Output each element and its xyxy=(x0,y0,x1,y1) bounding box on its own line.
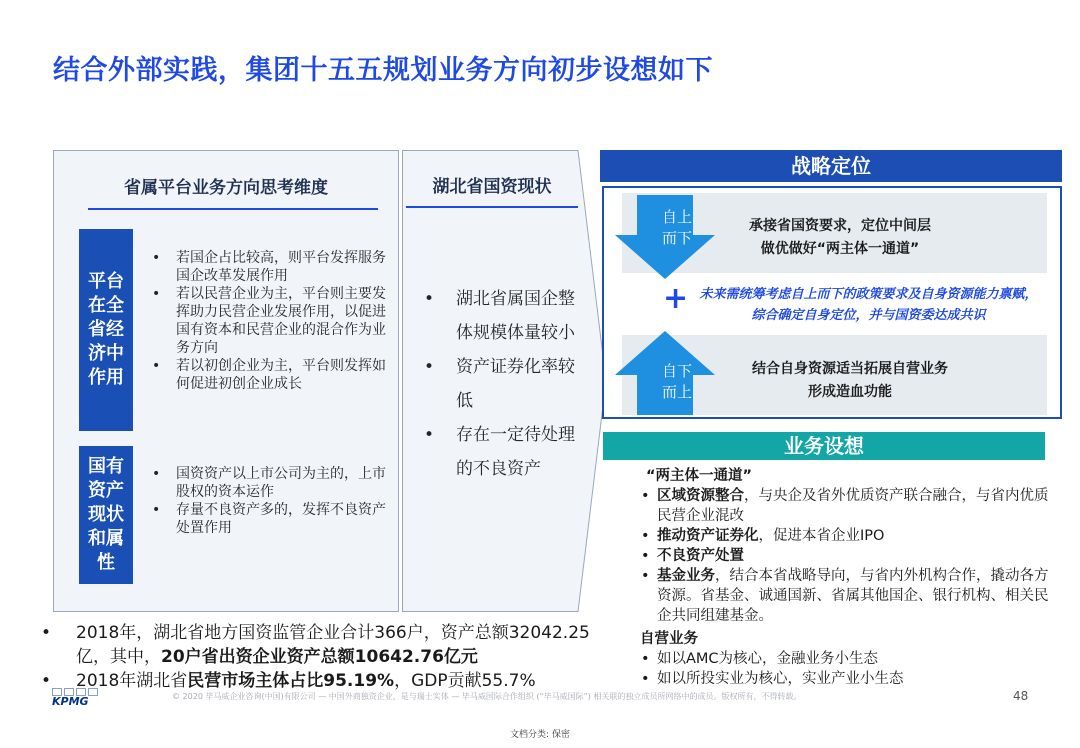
heading-underline xyxy=(88,208,378,210)
tag-line: 济中 xyxy=(88,343,124,364)
list-item xyxy=(40,669,620,693)
business-subheading: “两主体一通道” xyxy=(646,468,753,484)
arrow-label-line: 而上 xyxy=(661,383,692,401)
arrow-label-line: 自上 xyxy=(661,208,692,226)
item-text: ，促进本省企业IPO xyxy=(758,528,885,544)
fact-text: 2018年，湖北省地方国资监管企业合计366户，资产总额32042.25亿，其中， xyxy=(76,623,590,667)
kpmg-logo xyxy=(52,688,100,708)
self-business-heading: 自营业务 xyxy=(640,631,698,647)
copyright-notice: © 2020 毕马威企业咨询(中国)有限公司 — 中国外商独资企业，是与瑞士实体 — 毕马威国际合作组织 (“毕马威国际”) 相关联的独立成员所网络中的成员。版权所有，不得转载。 xyxy=(172,692,802,701)
tag-line: 现状 xyxy=(88,504,124,525)
self-business-list xyxy=(640,649,1060,689)
list-item xyxy=(40,621,620,669)
item-bold: 基金业务 xyxy=(657,568,715,584)
arrow-label-line: 自下 xyxy=(661,362,692,380)
list-item: • 资产证券化率较低 xyxy=(416,350,581,418)
fact-bold: 民营市场主体占比95.19% xyxy=(187,671,395,691)
hubei-status-list xyxy=(416,282,581,486)
text-line: 结合自身资源适当拓展自营业务 xyxy=(752,361,948,377)
hubei-status-heading: 湖北省国资现状 xyxy=(432,177,552,197)
tag-line: 资产 xyxy=(88,480,124,501)
list-item: • 若以民营企业为主，平台则主要发挥助力民营企业发展作用，以促进国有资本和民营企业的混合作为业务方向 xyxy=(144,285,389,357)
page-number: 48 xyxy=(1013,689,1029,703)
top-down-label xyxy=(647,207,707,249)
list-item: • 若以初创企业为主，平台则发挥如何促进初创企业成长 xyxy=(144,357,389,393)
list-item xyxy=(640,486,1060,526)
tag-line: 省经 xyxy=(88,319,124,340)
asset-status-list xyxy=(144,465,389,537)
item-bold: 推动资产证券化 xyxy=(657,528,759,544)
list-item xyxy=(640,546,1060,566)
list-item xyxy=(640,566,1060,626)
strategy-note: 未来需统筹考虑自上而下的政策要求及自身资源能力禀赋，综合确定自身定位，并与国资委达成共识 xyxy=(699,287,1038,323)
item-text: ，结合本省战略导向，与省内外机构合作，撬动各方资源。省基金、诚通国新、省属其他国企、银行机构、相关民企共同组建基金。 xyxy=(657,568,1049,624)
top-down-text xyxy=(720,215,960,261)
list-item: • 国资资产以上市公司为主的，上市股权的资本运作 xyxy=(144,465,389,501)
dimension-panel xyxy=(53,150,399,612)
tag-line: 作用 xyxy=(88,367,124,388)
list-item: • 如以AMC为核心，金融业务小生态 xyxy=(640,649,1060,669)
tag-platform-role xyxy=(79,229,133,431)
logo-text: KPMG xyxy=(52,695,89,708)
tag-line: 平台 xyxy=(88,271,124,292)
business-list xyxy=(640,486,1060,626)
list-item: • 湖北省属国企整体规模体量较小 xyxy=(416,282,581,350)
platform-role-list xyxy=(144,249,389,393)
tag-line: 和属 xyxy=(88,528,124,549)
hubei-status-panel xyxy=(402,150,607,612)
text-line: 承接省国资要求，定位中间层 xyxy=(749,218,931,234)
dimension-panel-heading: 省属平台业务方向思考维度 xyxy=(124,178,328,198)
list-item: • 存在一定待处理的不良资产 xyxy=(416,418,581,486)
tag-line: 在全 xyxy=(88,295,124,316)
document-classification: 文档分类: 保密 xyxy=(510,730,570,740)
list-item: • 存量不良资产多的，发挥不良资产处置作用 xyxy=(144,501,389,537)
item-bold: 区域资源整合 xyxy=(657,488,744,504)
page-title: 结合外部实践，集团十五五规划业务方向初步设想如下 xyxy=(53,55,713,86)
fact-bold: 20户省出资企业资产总额10642.76亿元 xyxy=(161,647,478,667)
strategy-header: 战略定位 xyxy=(600,150,1062,182)
tag-asset-status xyxy=(79,446,133,584)
footnote-facts xyxy=(40,621,620,693)
tag-line: 国有 xyxy=(88,456,124,477)
item-bold: 不良资产处置 xyxy=(657,548,744,564)
plus-icon: + xyxy=(663,281,689,316)
bottom-up-text xyxy=(720,358,980,404)
arrow-label-line: 而下 xyxy=(661,229,692,247)
text-line: 做优做好“两主体一通道” xyxy=(760,241,920,257)
list-item: • 如以所投实业为核心，实业产业小生态 xyxy=(640,669,1060,689)
tag-line: 性 xyxy=(97,552,115,573)
list-item xyxy=(640,526,1060,546)
business-content xyxy=(640,466,1060,689)
list-item: • 若国企占比较高，则平台发挥服务国企改革发展作用 xyxy=(144,249,389,285)
bottom-up-label xyxy=(647,361,707,403)
fact-text: 2018年湖北省 xyxy=(76,671,188,691)
item-text: ，与央企及省外优质资产联合融合，与省内优质民营企业混改 xyxy=(657,488,1049,524)
fact-text: ，GDP贡献55.7% xyxy=(394,671,536,691)
business-header: 业务设想 xyxy=(603,432,1045,460)
text-line: 形成造血功能 xyxy=(808,384,892,400)
